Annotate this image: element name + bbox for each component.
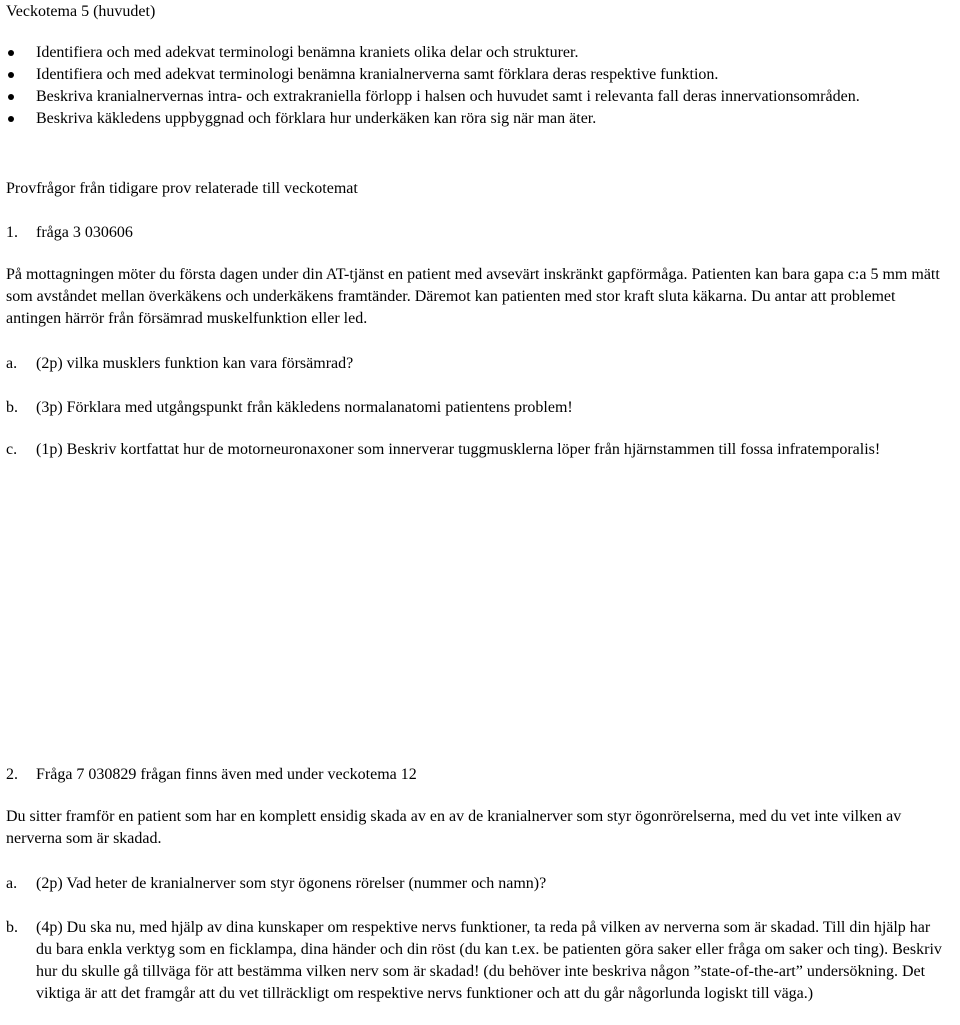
sub-text: (2p) Vad heter de kranialnerver som styr ögonens rörelser (nummer och namn)? — [36, 875, 547, 892]
sub-text: (3p) Förklara med utgångspunkt från käkledens normalanatomi patientens problem! — [36, 399, 573, 416]
question-2-title: Fråga 7 030829 frågan finns även med under veckotema 12 — [36, 766, 417, 783]
question-1-sub-a — [6, 353, 946, 375]
question-2-number: 2. — [6, 766, 18, 783]
goal-item — [6, 108, 946, 130]
question-1-sub-b — [6, 397, 946, 419]
sub-letter: a. — [6, 875, 18, 892]
sub-letter: a. — [6, 355, 18, 372]
bullet-icon — [8, 116, 14, 122]
learning-goals-list — [6, 42, 946, 130]
page-title: Veckotema 5 (huvudet) — [6, 3, 156, 20]
question-1-sub-c — [6, 439, 946, 461]
goal-text: Identifiera och med adekvat terminologi benämna kraniets olika delar och strukturer. — [36, 44, 579, 61]
goal-text: Identifiera och med adekvat terminologi benämna kranialnerverna samt förklara deras respektive funktion. — [36, 66, 719, 83]
question-2-body: Du sitter framför en patient som har en komplett ensidig skada av en av de kranialnerver som styr ögonrörelserna, med du vet inte vilken av nerverna som är skadad. — [6, 808, 902, 847]
question-2-heading — [6, 764, 946, 786]
question-1-title: fråga 3 030606 — [36, 224, 133, 241]
question-2-sub-b — [6, 917, 946, 1005]
bullet-icon — [8, 72, 14, 78]
section-heading: Provfrågor från tidigare prov relaterade till veckotemat — [6, 180, 358, 197]
goal-item — [6, 86, 946, 108]
sub-letter: b. — [6, 399, 18, 416]
sub-text: (1p) Beskriv kortfattat hur de motorneuronaxoner som innerverar tuggmusklerna löper från hjärnstammen till fossa infratemporalis! — [36, 441, 881, 458]
goal-text: Beskriva kranialnervernas intra- och extrakraniella förlopp i halsen och huvudet samt i relevanta fall deras innervationsområden. — [36, 88, 860, 105]
bullet-icon — [8, 50, 14, 56]
question-1-body: På mottagningen möter du första dagen under din AT-tjänst en patient med avsevärt inskränkt gapförmåga. Patienten kan bara gapa c:a 5 mm mätt som avståndet mellan överkäkens och underkäkens framtänder. Däremot kan patienten med stor kraft sluta käkarna. Du antar att problemet antingen härrör från försämrad muskelfunktion eller led. — [6, 266, 940, 327]
question-1-heading — [6, 222, 946, 244]
sub-text: (4p) Du ska nu, med hjälp av dina kunskaper om respektive nervs funktioner, ta reda på vilken av nerverna som är skadad. Till din hjälp har du bara enkla verktyg som en ficklampa, dina händer och din röst (du kan t.ex. be patienten göra saker eller fråga om saker och ting). Beskriv hur du skulle gå tillväga för att bestämma vilken nerv som är skadad! (du behöver inte beskriva någon ”state-of-the-art” undersökning. Det viktiga är att det framgår att du vet tillräckligt om respektive nervs funktioner och att du går någorlunda logiskt till väga.) — [36, 919, 942, 1002]
sub-letter: c. — [6, 441, 18, 458]
question-2-sub-a — [6, 873, 946, 895]
bullet-icon — [8, 94, 14, 100]
goal-text: Beskriva käkledens uppbyggnad och förklara hur underkäken kan röra sig när man äter. — [36, 110, 597, 127]
question-1-number: 1. — [6, 224, 18, 241]
sub-letter: b. — [6, 919, 18, 936]
goal-item — [6, 64, 946, 86]
goal-item — [6, 42, 946, 64]
sub-text: (2p) vilka musklers funktion kan vara försämrad? — [36, 355, 354, 372]
